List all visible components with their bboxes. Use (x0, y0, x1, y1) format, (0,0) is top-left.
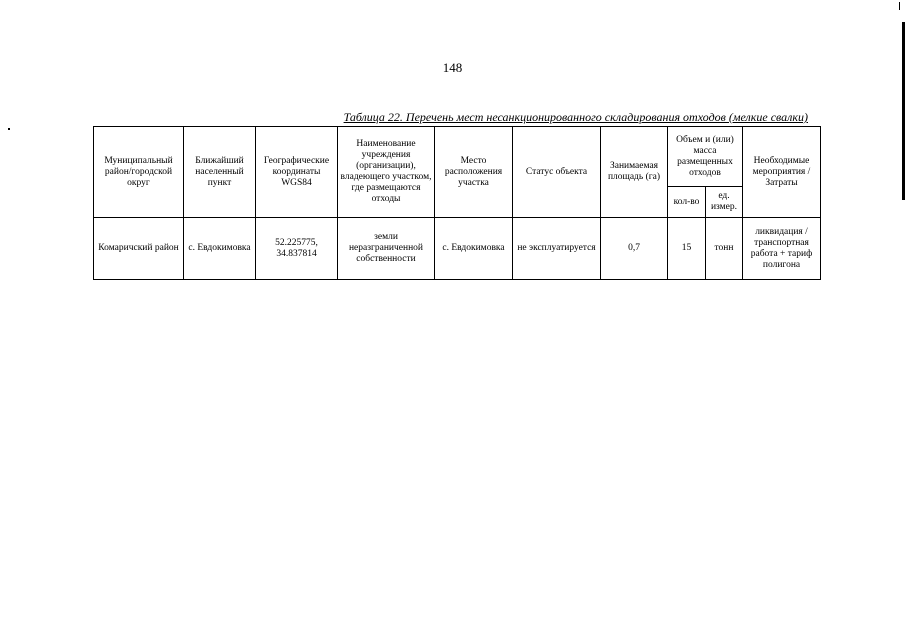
header-unit: ед. измер. (706, 187, 743, 218)
cell-quantity: 15 (668, 218, 706, 280)
header-coordinates: Географические координаты WGS84 (256, 127, 338, 218)
cell-district: Комаричский район (94, 218, 184, 280)
header-quantity: кол-во (668, 187, 706, 218)
header-volume: Объем и (или) масса размещенных отходов (668, 127, 743, 187)
cell-area: 0,7 (601, 218, 668, 280)
header-area: Занимаемая площадь (га) (601, 127, 668, 218)
header-settlement: Ближайший населенный пункт (184, 127, 256, 218)
header-owner: Наименование учреждения (организации), владеющего участком, где размещаются отходы (338, 127, 435, 218)
header-location: Место расположения участка (435, 127, 513, 218)
edge-tick (899, 2, 900, 10)
cell-status: не эксплуатируется (513, 218, 601, 280)
header-measures: Необходимые мероприятия / Затраты (743, 127, 821, 218)
header-district: Муниципальный район/городской округ (94, 127, 184, 218)
margin-dot (8, 128, 10, 130)
table-row (94, 218, 821, 280)
waste-sites-table (93, 126, 821, 280)
header-status: Статус объекта (513, 127, 601, 218)
cell-settlement: с. Евдокимовка (184, 218, 256, 280)
cell-location: с. Евдокимовка (435, 218, 513, 280)
header-row (94, 127, 821, 187)
cell-coordinates: 52.225775, 34.837814 (256, 218, 338, 280)
cell-unit: тонн (706, 218, 743, 280)
page-number: 148 (442, 60, 463, 75)
cell-owner: земли неразграниченной собственности (338, 218, 435, 280)
table-caption: Таблица 22. Перечень мест несанкционированного складирования отходов (мелкие свалки) (343, 110, 808, 124)
cell-measures: ликвидация / транспортная работа + тариф полигона (743, 218, 821, 280)
